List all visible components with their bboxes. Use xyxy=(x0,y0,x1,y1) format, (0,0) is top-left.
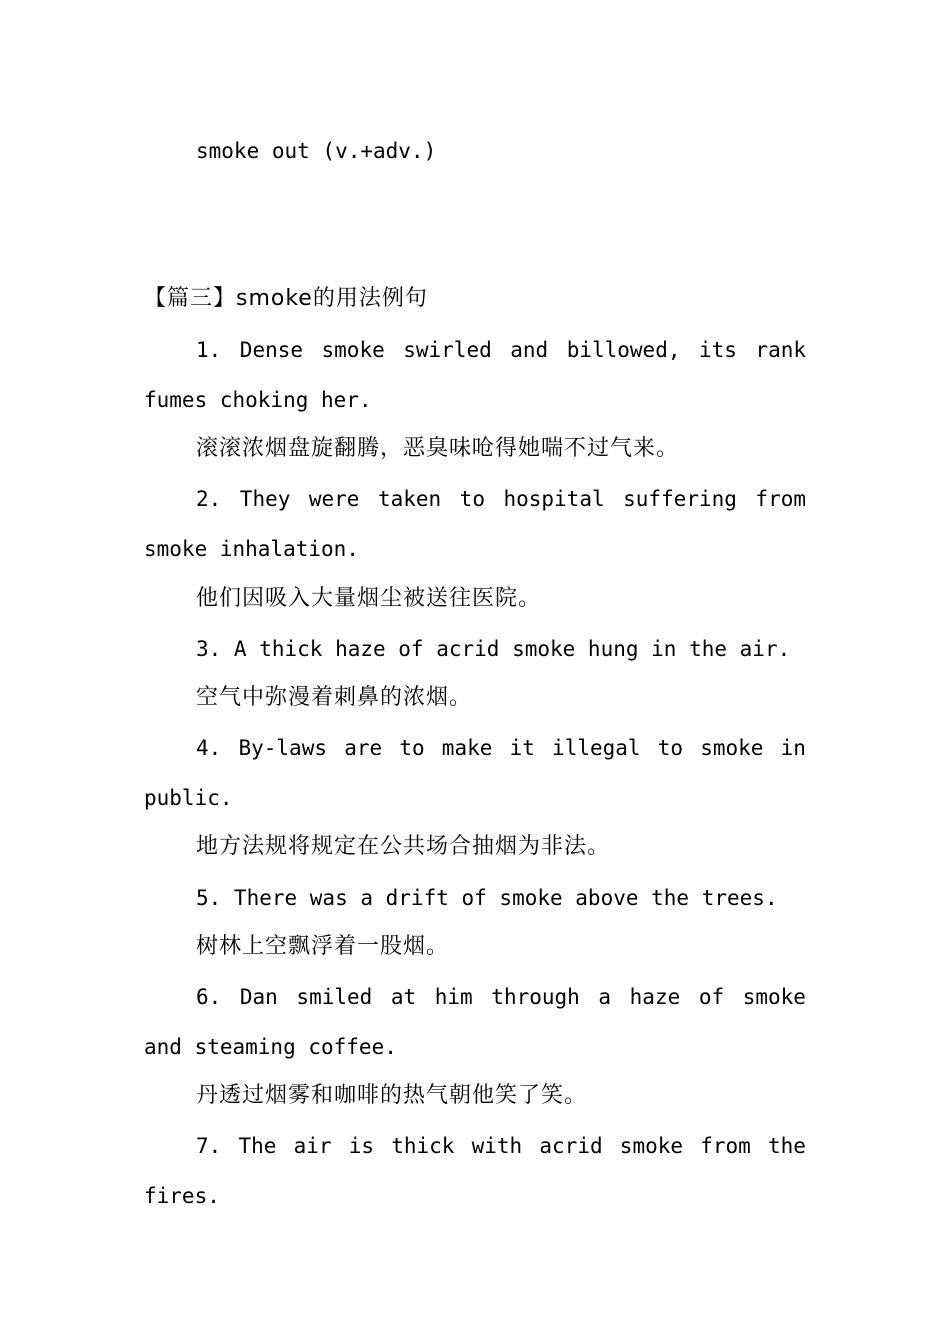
word: make xyxy=(441,736,493,760)
word: through xyxy=(491,985,580,1009)
word: smiled xyxy=(296,985,373,1009)
word: smoke xyxy=(619,1134,684,1158)
example-4-zh: 地方法规将规定在公共场合抽烟为非法。 xyxy=(196,834,611,859)
example-1-zh: 滚滚浓烟盘旋翻腾，恶臭味呛得她喘不过气来。 xyxy=(196,436,680,461)
word: from xyxy=(755,487,806,511)
word: 2. xyxy=(196,487,222,511)
word: suffering xyxy=(623,487,737,511)
word: from xyxy=(700,1134,751,1158)
example-3-en-line1: 3. A thick haze of acrid smoke hung in the air. xyxy=(196,637,791,661)
phrase-line: smoke out (v.+adv.) xyxy=(196,139,437,163)
word: The xyxy=(238,1134,277,1158)
word: thick xyxy=(391,1134,455,1158)
section-heading: 【篇三】smoke的用法例句 xyxy=(144,286,428,311)
word: a xyxy=(598,985,612,1009)
word: were xyxy=(308,487,360,511)
word: 7. xyxy=(196,1134,222,1158)
example-6-en-line2: and steaming coffee. xyxy=(144,1035,397,1059)
word: smoke xyxy=(321,338,385,362)
word: taken xyxy=(377,487,442,511)
word: rank xyxy=(755,338,806,362)
example-1-en-line2: fumes choking her. xyxy=(144,388,372,412)
word: with xyxy=(471,1134,523,1158)
word: and xyxy=(510,338,549,362)
word: the xyxy=(767,1134,806,1158)
word: swirled xyxy=(403,338,492,362)
example-4-en-line1 xyxy=(196,735,806,761)
example-2-en-line2: smoke inhalation. xyxy=(144,537,359,561)
word: in xyxy=(780,736,806,760)
word: air xyxy=(293,1134,332,1158)
word: him xyxy=(434,985,473,1009)
word: is xyxy=(348,1134,375,1158)
word: of xyxy=(698,985,725,1009)
word: billowed, xyxy=(566,338,681,362)
word: 6. xyxy=(196,985,222,1009)
word: smoke xyxy=(700,736,764,760)
word: acrid xyxy=(539,1134,603,1158)
word: are xyxy=(344,736,383,760)
word: at xyxy=(390,985,417,1009)
example-1-en-line1 xyxy=(196,337,806,363)
word: it xyxy=(509,736,535,760)
example-3-zh: 空气中弥漫着刺鼻的浓烟。 xyxy=(196,685,473,710)
example-7-en-line1 xyxy=(196,1133,806,1159)
example-5-zh: 树林上空飘浮着一股烟。 xyxy=(196,934,450,959)
word: 1. xyxy=(196,338,222,362)
word: smoke xyxy=(742,985,806,1009)
word: 4. xyxy=(196,736,222,760)
example-2-zh: 他们因吸入大量烟尘被送往医院。 xyxy=(196,586,542,611)
word: to xyxy=(459,487,485,511)
example-7-en-line2: fires. xyxy=(144,1184,220,1208)
word: to xyxy=(657,736,684,760)
example-4-en-line2: public. xyxy=(144,786,233,810)
example-5-en-line1: 5. There was a drift of smoke above the trees. xyxy=(196,886,778,910)
word: to xyxy=(399,736,425,760)
example-6-en-line1 xyxy=(196,984,806,1010)
word: Dense xyxy=(239,338,304,362)
example-2-en-line1 xyxy=(196,486,806,512)
word: its xyxy=(698,338,737,362)
word: Dan xyxy=(239,985,278,1009)
word: illegal xyxy=(552,736,641,760)
example-6-zh: 丹透过烟雾和咖啡的热气朝他笑了笑。 xyxy=(196,1083,588,1108)
word: haze xyxy=(629,985,681,1009)
word: By-laws xyxy=(238,736,327,760)
word: They xyxy=(239,487,291,511)
word: hospital xyxy=(503,487,605,511)
